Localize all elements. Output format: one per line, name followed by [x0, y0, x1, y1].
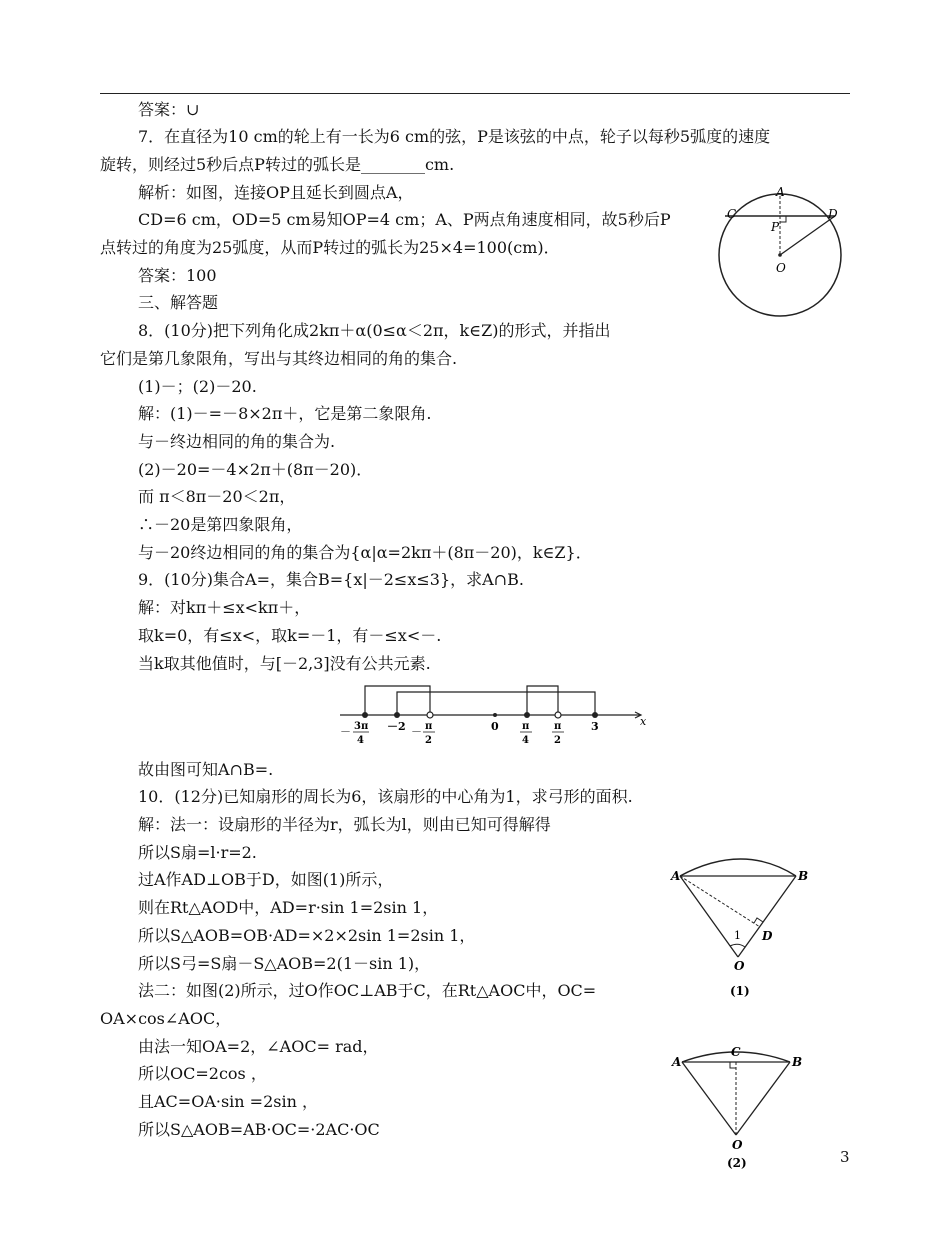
- sector2-label-o: O: [732, 1138, 743, 1152]
- solution-9-line-3: 当k取其他值时，与[－2,3]没有公共元素.: [138, 654, 431, 673]
- problem-10: 10．(12分)已知扇形的周长为6，该扇形的中心角为1，求弓形的面积.: [138, 787, 633, 806]
- sector1-caption: (1): [730, 984, 750, 998]
- problem-8-parts: (1)－；(2)－20.: [138, 377, 257, 396]
- solution-10-line-12: 所以S△AOB=AB·OC=·2AC·OC: [138, 1120, 380, 1139]
- problem-8-line-1: 8．(10分)把下列角化成2kπ＋α(0≤α＜2π，k∈Z)的形式，并指出: [138, 321, 611, 340]
- answer-7: 答案：100: [138, 266, 217, 285]
- tick-pi-2-den-b: 2: [554, 735, 561, 746]
- tick-pi-2-num-a: π: [425, 721, 433, 732]
- axis-x-label: x: [640, 715, 647, 728]
- solution-10-line-11: 且AC=OA·sin =2sin ，: [138, 1092, 318, 1111]
- tick-pi-4-num: π: [522, 721, 530, 732]
- problem-9: 9．(10分)集合A=，集合B={x|－2≤x≤3}，求A∩B.: [138, 570, 524, 589]
- sector-figure-1: [668, 852, 828, 1002]
- solution-10-line-5: 所以S△AOB=OB·AD=×2×2sin 1=2sin 1，: [138, 926, 476, 945]
- tick-3pi-num: 3π: [354, 721, 369, 732]
- solution-8-line-4: 而 π＜8π－20＜2π，: [138, 487, 296, 506]
- sector1-label-a: A: [671, 869, 681, 883]
- solution-8-line-2: 与－终边相同的角的集合为.: [138, 432, 336, 451]
- answer-6: 答案：∪: [138, 100, 200, 119]
- solution-10-line-9: 由法一知OA=2，∠AOC= rad，: [138, 1037, 379, 1056]
- label-a: A: [776, 185, 785, 199]
- sector1-angle-label: 1: [734, 929, 741, 942]
- sector2-label-c: C: [731, 1045, 741, 1059]
- sector1-label-d: D: [762, 929, 773, 943]
- solution-7-line-2: CD=6 cm，OD=5 cm易知OP=4 cm；A、P两点角速度相同，故5秒后P: [138, 210, 671, 229]
- page-number: 3: [840, 1148, 850, 1166]
- solution-10-line-2: 所以S扇=l·r=2.: [138, 843, 257, 862]
- solution-10-line-4: 则在Rt△AOD中，AD=r·sin 1=2sin 1，: [138, 898, 439, 917]
- sector2-label-b: B: [792, 1055, 803, 1069]
- problem-8-line-2: 它们是第几象限角，写出与其终边相同的角的集合.: [100, 349, 458, 368]
- problem-7-line-2: 旋转，则经过5秒后点P转过的弧长是________cm.: [100, 155, 455, 174]
- section-heading: 三、解答题: [138, 293, 219, 312]
- tick-three: 3: [591, 720, 599, 733]
- solution-9-line-2: 取k=0，有≤x<，取k=－1，有－≤x<－.: [138, 626, 442, 645]
- tick-3pi-den: 4: [357, 735, 364, 746]
- label-c: C: [727, 207, 737, 221]
- solution-9-conclusion: 故由图可知A∩B=.: [138, 760, 274, 779]
- solution-7-line-1: 解析：如图，连接OP且延长到圆点A，: [138, 183, 414, 202]
- problem-7-line-1: 7．在直径为10 cm的轮上有一长为6 cm的弦，P是该弦的中点，轮子以每秒5弧度的速度: [138, 127, 771, 146]
- tick-pi-2-den-a: 2: [425, 735, 432, 746]
- solution-8-line-1: 解：(1)－=－8×2π＋，它是第二象限角.: [138, 404, 432, 423]
- solution-9-line-1: 解：对kπ＋≤x<kπ＋，: [138, 598, 311, 617]
- solution-10-line-6: 所以S弓=S扇－S△AOB=2(1－sin 1)，: [138, 954, 431, 973]
- label-p: P: [771, 220, 780, 234]
- solution-10-line-7: 法二：如图(2)所示，过O作OC⊥AB于C，在Rt△AOC中，OC=: [138, 981, 597, 1000]
- label-d: D: [828, 207, 838, 221]
- solution-8-line-5: ∴－20是第四象限角，: [138, 515, 303, 534]
- sector-figure-2: [668, 1040, 828, 1175]
- circle-figure: [715, 180, 845, 325]
- sector1-label-o: O: [734, 959, 745, 973]
- sector1-label-b: B: [798, 869, 809, 883]
- sector2-caption: (2): [727, 1156, 747, 1170]
- sector2-label-a: A: [672, 1055, 682, 1069]
- tick-pi-2-num-b: π: [554, 721, 562, 732]
- tick-pi-4-den: 4: [522, 735, 529, 746]
- solution-8-line-3: (2)－20=－4×2π＋(8π－20)．: [138, 460, 373, 479]
- tick-minus-2: －2: [387, 720, 406, 733]
- tick-minus-3pi-4-sign: －: [340, 725, 351, 738]
- solution-10-line-3: 过A作AD⊥OB于D，如图(1)所示，: [138, 870, 394, 889]
- tick-minus-pi-2-sign: －: [411, 725, 422, 738]
- solution-8-line-6: 与－20终边相同的角的集合为{α|α=2kπ＋(8π－20)，k∈Z}．: [138, 543, 592, 562]
- solution-10-line-1: 解：法一：设扇形的半径为r，弧长为l，则由已知可得解得: [138, 815, 551, 834]
- number-line-figure: [335, 680, 655, 750]
- header-rule: [100, 93, 850, 94]
- solution-10-line-10: 所以OC=2cos ，: [138, 1064, 267, 1083]
- solution-7-line-3: 点转过的角度为25弧度，从而P转过的弧长为25×4=100(cm)．: [100, 238, 560, 257]
- solution-10-line-8: OA×cos∠AOC，: [100, 1009, 232, 1028]
- tick-zero: 0: [491, 720, 499, 733]
- label-o: O: [776, 261, 786, 275]
